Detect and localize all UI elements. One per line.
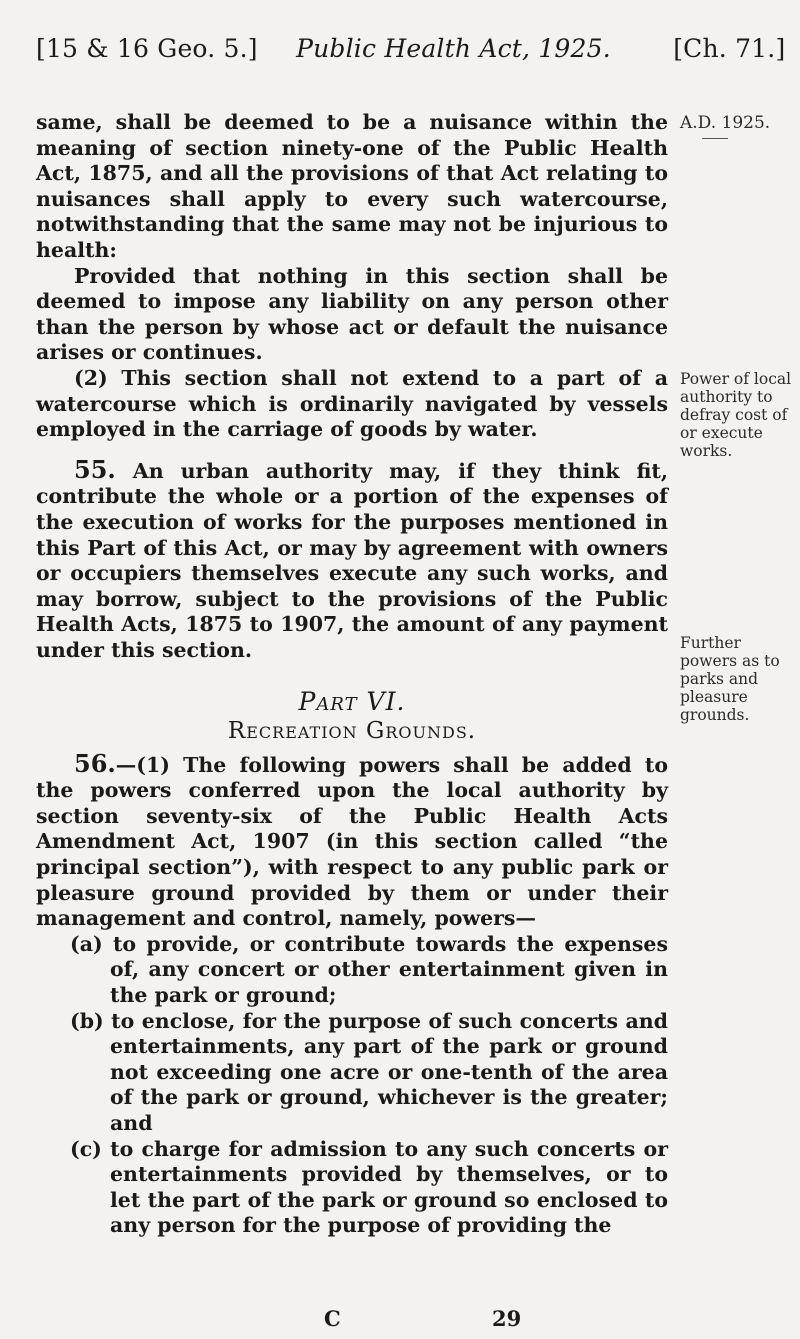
statute-body — [36, 110, 668, 1239]
part-heading — [36, 689, 668, 744]
act-title: Public Health Act, 1925. — [296, 34, 611, 63]
section-56 — [36, 748, 668, 932]
margin-year-text: A.D. 1925. — [680, 113, 771, 133]
section-55-number: 55. — [74, 454, 116, 484]
section-56-number: 56. — [74, 748, 116, 778]
page-number: 29 — [492, 1306, 522, 1331]
section-55-text: An urban authority may, if they think fit, contribute the whole or a portion of the expenses of the execution of works for the purposes mentioned in this Part of this Act, or may by agreement with owners or occupiers themselves execute any such works, and may borrow, subject to the provisions of the Public Health Acts, 1875 to 1907, the amount of any payment under this section. — [36, 458, 668, 662]
paragraph-continuation: same, shall be deemed to be a nuisance within the meaning of section ninety-one of the Public Health Act, 1875, and all the provisions of that Act relating to nuisances shall apply to every such watercourse, notwithstanding that the same may not be injurious to health: — [36, 110, 668, 262]
paragraph-subsection-2: (2) This section shall not extend to a part of a watercourse which is ordinarily navigated by vessels employed in the carriage of goods by water. — [36, 365, 668, 442]
section-56-text: —(1) The following powers shall be added to the powers conferred upon the local authority by section seventy-six of the Public Health Acts Amendment Act, 1907 (in this section called “the principal section”), with respect to any public park or pleasure ground provided by them or under their management and control, namely, powers— — [36, 752, 668, 931]
section-55 — [36, 454, 668, 664]
margin-year — [680, 114, 792, 139]
margin-note-section-55: Power of local authority to defray cost of or execute works. — [680, 370, 792, 460]
list-item-a: (a) to provide, or contribute towards the expenses of, any concert or other entertainment given in the park or ground; — [70, 931, 668, 1007]
list-item-c: (c) to charge for admission to any such concerts or entertainments provided by themselves, or to let the part of the park or ground so enclosed to any person for the purpose of providing the — [70, 1136, 668, 1238]
part-title: Part VI. — [298, 687, 406, 717]
paragraph-proviso: Provided that nothing in this section shall be deemed to impose any liability on any person other than the person by whose act or default the nuisance arises or continues. — [36, 263, 668, 365]
list-item-b: (b) to enclose, for the purpose of such concerts and entertainments, any part of the park or ground not exceeding one acre or one-tenth of the area of the park or ground, whichever is the greater; and — [70, 1008, 668, 1135]
part-subtitle: Recreation Grounds. — [227, 718, 477, 745]
regnal-year: [15 & 16 Geo. 5.] — [36, 34, 258, 63]
margin-note-section-56: Further powers as to parks and pleasure grounds. — [680, 634, 780, 724]
running-header — [36, 34, 786, 63]
margin-dash — [702, 138, 728, 139]
signature-mark: C — [324, 1306, 341, 1331]
chapter-number: [Ch. 71.] — [673, 34, 786, 63]
